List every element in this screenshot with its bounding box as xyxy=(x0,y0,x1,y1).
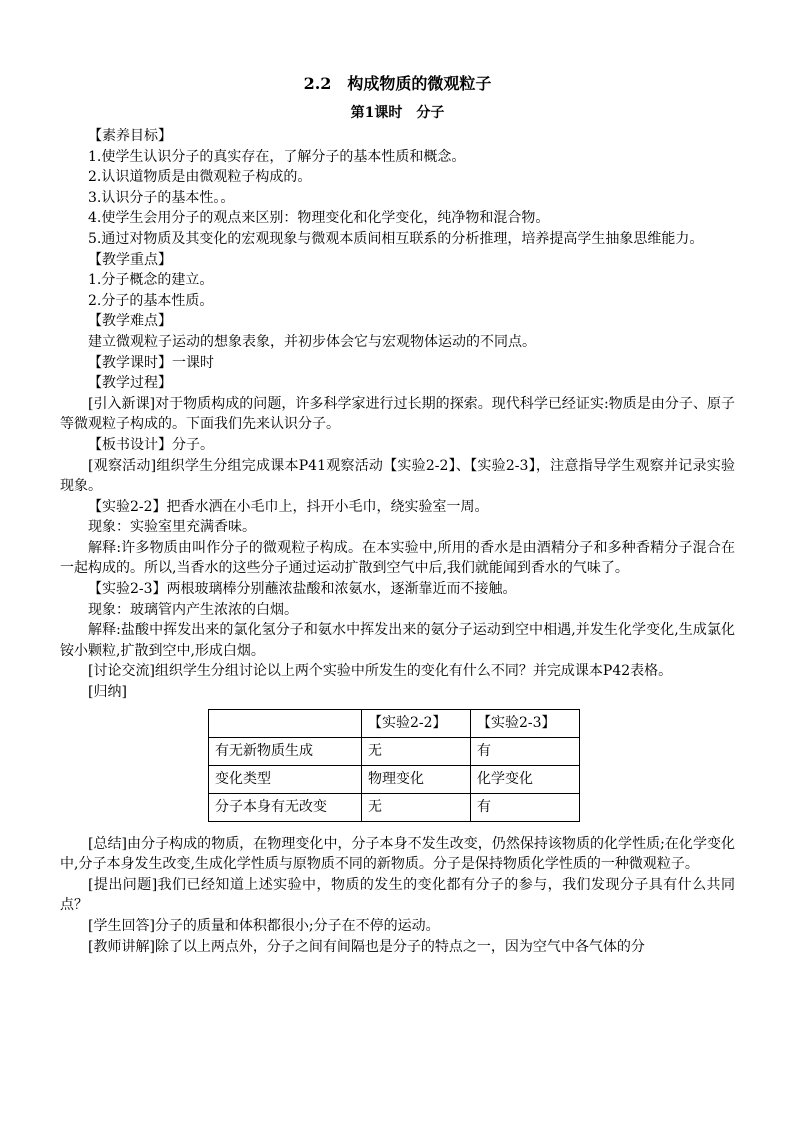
heading-objectives: 【素养目标】 xyxy=(88,128,172,144)
summary-label: [归纳] xyxy=(88,684,127,701)
difficulty-text: 建立微观粒子运动的想象表象，并初步体会它与宏观物体运动的不同点。 xyxy=(88,333,536,350)
board-design: 【板书设计】分子。 xyxy=(88,436,214,453)
table-cell: 物理变化 xyxy=(362,765,471,793)
experiment-2-2: 【实验2-2】把香水洒在小毛巾上，抖开小毛巾，绕实验室一周。 xyxy=(88,498,489,515)
table-header-cell xyxy=(209,709,362,737)
page-title: 2.2 构成物质的微观粒子 xyxy=(303,74,492,93)
table-header-row xyxy=(209,709,580,737)
objective-4: 4.使学生会用分子的观点来区别：物理变化和化学变化，纯净物和混合物。 xyxy=(88,210,550,227)
heading-class-hours: 【教学课时】一课时 xyxy=(88,354,214,371)
heading-key-points: 【教学重点】 xyxy=(88,251,172,268)
table-row xyxy=(209,737,580,765)
table-header-cell: 【实验2-2】 xyxy=(362,709,471,737)
objective-2: 2.认识道物质是由微观粒子构成的。 xyxy=(88,169,312,186)
phenomenon-2-2: 现象：实验室里充满香味。 xyxy=(88,519,256,536)
explanation-2-2: 解释:许多物质由叫作分子的微观粒子构成。在本实验中,所用的香水是由酒精分子和多种香精分子混合在一起构成的。所以,当香水的这些分子通过运动扩散到空气中后,我们就能闻到香水的气味了。 xyxy=(60,539,735,577)
table-cell: 有 xyxy=(471,737,580,765)
table-cell: 有 xyxy=(471,793,580,821)
table-cell: 有无新物质生成 xyxy=(209,737,362,765)
intro-paragraph: [引入新课]对于物质构成的问题，许多科学家进行过长期的探索。现代科学已经证实:物质是由分子、原子等微观粒子构成的。下面我们先来认识分子。 xyxy=(60,395,735,433)
table-cell: 化学变化 xyxy=(471,765,580,793)
objective-1: 1.使学生认识分子的真实存在，了解分子的基本性质和概念。 xyxy=(88,148,466,165)
heading-difficulties: 【教学难点】 xyxy=(88,313,172,330)
summary-paragraph: [总结]由分子构成的物质，在物理变化中，分子本身不发生改变，仍然保持该物质的化学性质;在化学变化中,分子本身发生改变,生成化学性质与原物质不同的新物质。分子是保持物质化学性质的一种微观粒子。 xyxy=(60,835,735,873)
heading-teaching-process: 【教学过程】 xyxy=(88,375,172,392)
table-cell: 无 xyxy=(362,793,471,821)
table-cell: 无 xyxy=(362,737,471,765)
objective-3: 3.认识分子的基本性。。 xyxy=(88,189,235,206)
table-row xyxy=(209,793,580,821)
table-header-cell: 【实验2-3】 xyxy=(471,709,580,737)
phenomenon-2-3: 现象：玻璃管内产生浓浓的白烟。 xyxy=(88,601,298,618)
discussion-paragraph: [讨论交流]组织学生分组讨论以上两个实验中所发生的变化有什么不同？并完成课本P42表格。 xyxy=(88,663,673,680)
observation-activity: [观察活动]组织学生分组完成课本P41观察活动【实验2-2】、【实验2-3】，注意指导学生观察并记录实验现象。 xyxy=(60,457,735,495)
document-page xyxy=(60,72,735,957)
explanation-2-3: 解释:盐酸中挥发出来的氯化氢分子和氨水中挥发出来的氨分子运动到空中相遇,并发生化学变化,生成氯化铵小颗粒,扩散到空中,形成白烟。 xyxy=(60,622,735,659)
table-cell: 分子本身有无改变 xyxy=(209,793,362,821)
student-answer: [学生回答]分子的质量和体积都很小;分子在不停的运动。 xyxy=(88,918,440,934)
table-cell: 变化类型 xyxy=(209,765,362,793)
table-row xyxy=(209,765,580,793)
key-point-2: 2.分子的基本性质。 xyxy=(88,292,214,309)
objective-5: 5.通过对物质及其变化的宏观现象与微观本质间相互联系的分析推理，培养提高学生抽象思维能力。 xyxy=(88,230,704,247)
teacher-explanation: [教师讲解]除了以上两点外，分子之间有间隔也是分子的特点之一，因为空气中各气体的分 xyxy=(88,938,645,955)
page-subtitle: 第1课时 分子 xyxy=(350,105,445,121)
experiment-2-3: 【实验2-3】两根玻璃棒分别蘸浓盐酸和浓氨水，逐渐靠近而不接触。 xyxy=(88,581,517,598)
question-paragraph: [提出问题]我们已经知道上述实验中，物质的发生的变化都有分子的参与，我们发现分子具有什么共同点？ xyxy=(60,876,735,914)
key-point-1: 1.分子概念的建立。 xyxy=(88,272,214,289)
comparison-table xyxy=(208,709,580,822)
